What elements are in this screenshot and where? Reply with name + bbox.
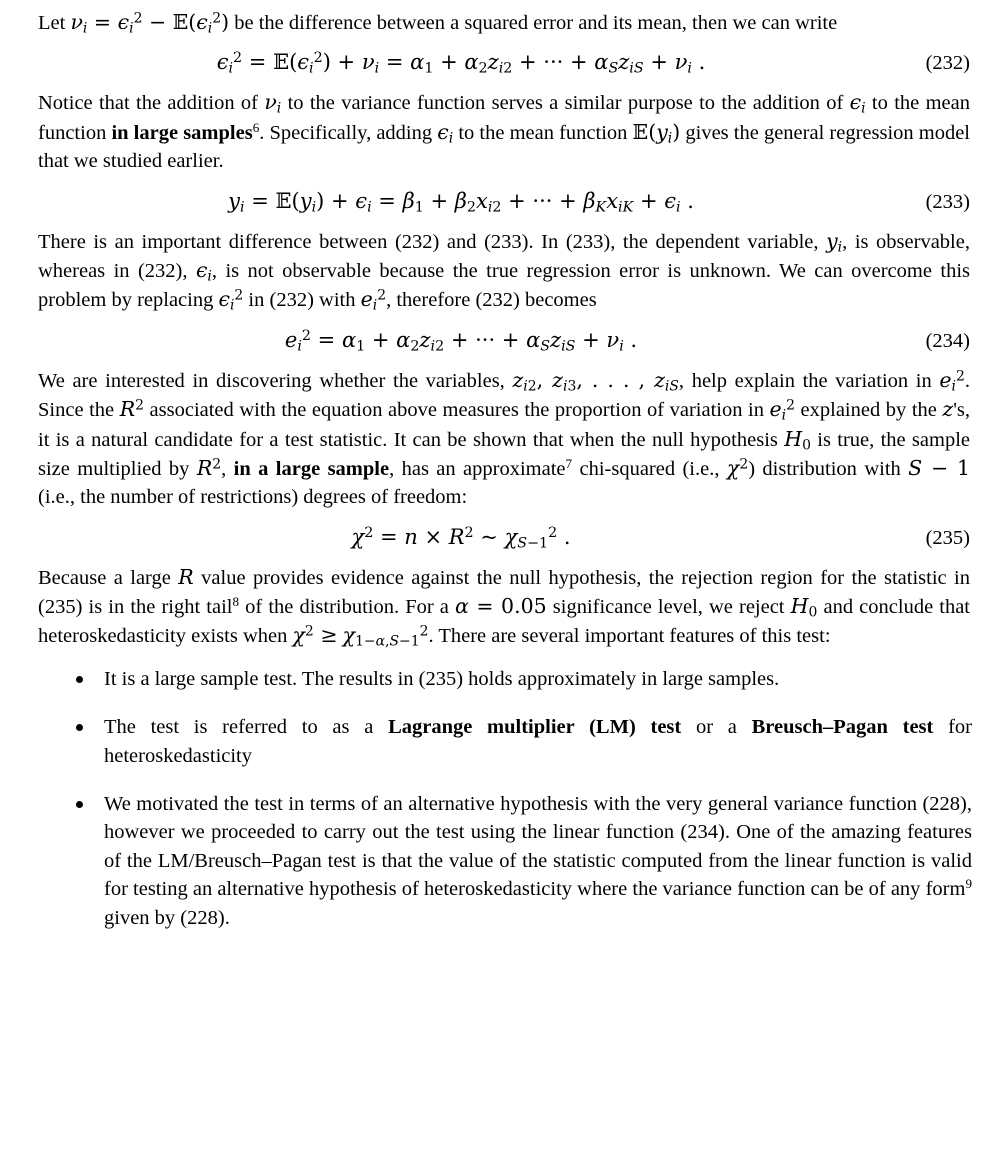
p1-tail: be the difference between a squared error and its mean, then we can write [229, 12, 838, 34]
inline-math-h0-a: $H_0$ [784, 426, 811, 454]
bullet-icon [76, 676, 83, 683]
ref-235-a: (235) [38, 596, 83, 619]
ref-228-b: (228) [180, 906, 225, 929]
equation-235-row [38, 525, 970, 550]
paragraph-1 [38, 8, 970, 37]
inline-math-nu-def: $\nu_i = \epsilon_i^2$ − $𝔼(\epsilon_i^2)$ [70, 10, 230, 37]
paragraph-3: There is an important difference between (232) and (233). In (233), the dependent variable, $y_i$, is observable, whereas in (232), $\epsilon_i$, is not observable because the true regression error is unknown. We can overcome this problem by replacing $\epsilon_i^2$ in (232) with $e_i^2$, therefore (232) becomes [38, 228, 970, 314]
ref-233-b: (233) [565, 230, 611, 253]
list-item [104, 665, 972, 693]
inline-math-r2-a: $R^2$ [119, 397, 144, 422]
inline-math-e-i-sq-b: $e_i^2$ [939, 367, 965, 395]
ref-228-a: (228) [922, 793, 967, 816]
list-item [104, 790, 972, 932]
features-list [38, 665, 970, 932]
inline-math-nu-i: $\nu_i$ [264, 90, 282, 117]
term-lm-test: Lagrange multiplier (LM) test [388, 716, 682, 739]
inline-math-e-i-sq-c: $e_i^2$ [769, 397, 795, 424]
ref-232-c: (232) [269, 289, 314, 312]
ref-232-a: (232) [394, 230, 440, 253]
paragraph-2: Notice that the addition of $\nu_i$ to the variance function serves a similar purpose to the addition of $\epsilon_i$ to the mean function in large samples$^6$. Specifically, adding $\epsilon_i$ to the mean function $𝔼(y_i)$ gives the general regression model that we studied earlier. [38, 90, 971, 173]
inline-math-r: R [178, 564, 194, 589]
equation-234-body: $e_i^2 = \alpha_1 + \alpha_2z_{i2}$ + ··· + $\alpha_Sz_{iS} + \nu_i$ . [284, 327, 638, 355]
inline-math-epsilon-i-2: $\epsilon_i$ [437, 119, 454, 147]
ref-232-d: (232) [475, 289, 520, 312]
inline-math-chi2-ge: $\chi^2$ ≥ [292, 623, 338, 648]
inline-math-e-i-sq: $e_i^2$ [360, 287, 387, 314]
list-item-text: We motivated the test in terms of an alternative hypothesis with the very general variance function (228), however we proceeded to carry out the test using the linear function (234). One of the amazing features of the LM/Breusch–Pagan test is that the value of the statistic computed from the linear function is valid for testing an alternative hypothesis of heteroskedasticity where the variance function can be of any form$^9$ given by (228). [104, 793, 972, 929]
inline-math-z: z [942, 397, 954, 422]
equation-233-number: (233) [925, 190, 971, 213]
inline-math-chi2: $\chi^2$ [726, 455, 749, 480]
inline-math-alpha-level: α = 0.05 [455, 594, 547, 619]
ref-233-a: (233) [484, 230, 529, 253]
equation-233-body: $y_i$ = $𝔼(y_i) + \epsilon_i = \beta_1 + \beta_2x_{i2}$ + ··· + $\beta_Kx_{iK} + \epsilon_i$ . [228, 188, 694, 216]
inline-math-epsilon-i: $\epsilon_i$ [849, 90, 866, 117]
footnote-marker-8: 8 [232, 594, 240, 610]
term-breusch-pagan: Breusch–Pagan test [751, 716, 934, 739]
ref-232-b: (232) [137, 259, 183, 282]
footnote-marker-9: 9 [965, 876, 972, 892]
equation-234-row [38, 328, 970, 353]
equation-232-body: $\epsilon_i^2$ = $𝔼(\epsilon_i^2) + \nu_i = \alpha_1 + \alpha_2z_{i2}$ + ··· + $\alpha_Sz_{iS} + \nu_i$ . [216, 50, 706, 78]
equation-235-body: $\chi^2 = n \times R^2$ ~ $\chi_{S-1}^2$ . [351, 524, 571, 552]
list-item-text: The test is referred to as a Lagrange multiplier (LM) test or a Breusch–Pagan test for heteroskedasticity [104, 716, 972, 767]
list-item-text: It is a large sample test. The results in (235) holds approximately in large samples. [104, 667, 780, 690]
paragraph-4: We are interested in discovering whether the variables, $z_{i2}$, $z_{i3}$, . . . , $z_{iS}$, help explain the variation in $e_i^2$. Since the $R^2$ associated with the equation above measures the proportion of variation in $e_i^2$ explained by the z's, it is a natural candidate for a test statistic. It can be shown that when the null hypothesis $H_0$ is true, the sample size multiplied by $R^2$, in a large sample, has an approximate$^7$ chi-squared (i.e., $\chi^2$) distribution with S − 1 (i.e., the number of restrictions) degrees of freedom: [38, 367, 971, 509]
inline-math-s-minus-1: S − 1 [908, 455, 971, 480]
equation-232-number: (232) [925, 52, 970, 75]
bullet-icon [76, 801, 83, 808]
equation-234-number: (234) [925, 329, 971, 352]
bold-in-large-samples: in large samples [111, 121, 253, 144]
inline-math-r2-b: $R^2$ [196, 455, 222, 480]
ref-234-a: (234) [680, 821, 725, 844]
footnote-marker-6: 6 [252, 119, 260, 135]
equation-233-row [38, 189, 970, 214]
inline-math-yi: $y_i$ [826, 228, 843, 256]
inline-math-expectation-yi: $𝔼(y_i)$ [632, 119, 681, 147]
bullet-icon [76, 724, 83, 731]
paragraph-5: Because a large R value provides evidence against the null hypothesis, the rejection region for the statistic in (235) is in the right tail$^8$ of the distribution. For a α = 0.05 significance level, we reject $H_0$ and conclude that heteroskedasticity exists when $\chi^2 \ge \chi_{1-\alpha,S-1}^2$. There are several important features of this test: [38, 564, 971, 651]
list-item [104, 713, 972, 770]
inline-math-h0-b: $H_0$ [790, 594, 818, 621]
footnote-marker-7: 7 [565, 456, 573, 472]
inline-math-z-list: $z_{i2}$, $z_{i3}$, . . . , $z_{iS}$ [512, 367, 679, 395]
bold-in-a-large-sample: in a large sample [233, 457, 390, 480]
alpha-value: 0.05 [501, 594, 547, 619]
p1-lead: Let [38, 12, 71, 34]
inline-math-epsilon-i-b: $\epsilon_i$ [195, 257, 212, 285]
inline-math-epsilon-i-sq: $\epsilon_i^2$ [218, 287, 244, 314]
equation-232-row [38, 50, 970, 78]
inline-math-chi2-crit: $\chi_{1-\alpha,S-1}^2$ [342, 623, 429, 651]
equation-235-number: (235) [925, 526, 971, 549]
